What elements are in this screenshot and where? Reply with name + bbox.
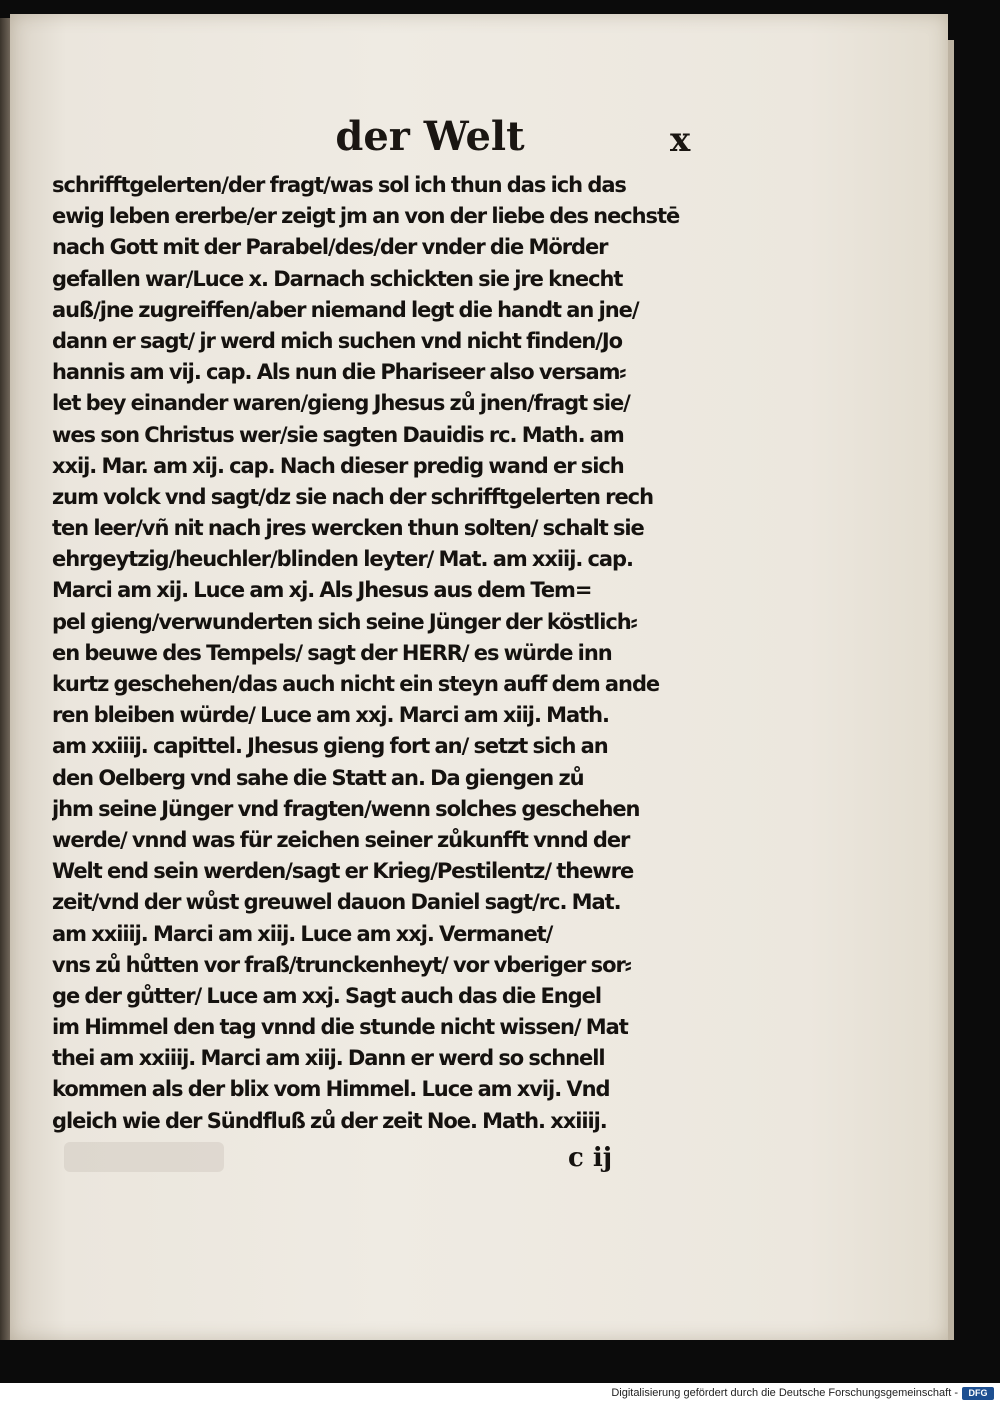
- text-line: en beuwe des Tempels/ sagt der HERR/ es würde inn: [52, 640, 612, 665]
- text-line: im Himmel den tag vnnd die stunde nicht wissen/ Mat: [52, 1015, 628, 1040]
- text-line: auß/jne zugreiffen/aber niemand legt die handt an jne/: [52, 297, 639, 322]
- text-line: xxij. Mar. am xij. cap. Nach dieser predig wand er sich: [52, 453, 624, 478]
- running-title: der Welt: [335, 113, 525, 160]
- text-line: gefallen war/Luce x. Darnach schickten sie jre knecht: [52, 266, 623, 291]
- text-line: zeit/vnd der wůst greuwel dauon Daniel sagt/rc. Mat.: [52, 890, 621, 915]
- text-line: vns zů hůtten vor fraß/trunckenheyt/ vor vberiger sor⸗: [52, 952, 631, 977]
- text-line: hannis am vij. cap. Als nun die Phariseer also versam⸗: [52, 360, 626, 385]
- footer-bar: [0, 1383, 1000, 1404]
- text-line: wes son Christus wer/sie sagten Dauidis rc. Math. am: [52, 422, 624, 447]
- text-line: dann er sagt/ jr werd mich suchen vnd nicht finden/Jo: [52, 328, 623, 353]
- text-line: am xxiiij. Marci am xiij. Luce am xxj. Vermanet/: [52, 921, 553, 946]
- text-line: zum volck vnd sagt/dz sie nach der schrifftgelerten rech: [52, 484, 653, 509]
- signature-mark: c ij: [568, 1143, 613, 1173]
- text-line: schrifftgelerten/der fragt/was sol ich thun das ich das: [52, 173, 626, 197]
- text-line: thei am xxiiij. Marci am xiij. Dann er werd so schnell: [52, 1046, 605, 1071]
- text-line: am xxiiij. capittel. Jhesus gieng fort an/ setzt sich an: [52, 734, 608, 759]
- dfg-logo: DFG: [962, 1387, 994, 1400]
- text-line: kurtz geschehen/das auch nicht ein steyn auff dem ande: [52, 672, 660, 696]
- text-line: pel gieng/verwunderten sich seine Jünger der köstlich⸗: [52, 609, 637, 634]
- text-line: ten leer/vñ nit nach jres wercken thun solten/ schalt sie: [52, 516, 644, 541]
- text-line: jhm seine Jünger vnd fragten/wenn solches geschehen: [52, 796, 640, 821]
- text-line: kommen als der blix vom Himmel. Luce am xvij. Vnd: [52, 1077, 610, 1102]
- text-line: ren bleiben würde/ Luce am xxj. Marci am xiij. Math.: [52, 703, 609, 728]
- text-line: let bey einander waren/gieng Jhesus zů jnen/fragt sie/: [52, 391, 630, 416]
- text-line: werde/ vnnd was für zeichen seiner zůkunfft vnnd der: [52, 827, 630, 852]
- folio-number: x: [670, 120, 691, 160]
- text-line: gleich wie der Sündfluß zů der zeit Noe. Math. xxiiij.: [52, 1108, 607, 1133]
- show-through-mark: [64, 1142, 224, 1172]
- page-edge: [948, 40, 954, 1340]
- text-line: Welt end sein werden/sagt er Krieg/Pestilentz/ thewre: [52, 859, 634, 884]
- text-line: ge der gůtter/ Luce am xxj. Sagt auch das die Engel: [52, 983, 601, 1008]
- text-line: nach Gott mit der Parabel/des/der vnder die Mörder: [52, 235, 608, 260]
- text-line: Marci am xij. Luce am xj. Als Jhesus aus dem Tem=: [52, 578, 592, 603]
- text-block: [52, 170, 702, 1137]
- text-line: ehrgeytzig/heuchler/blinden leyter/ Mat. am xxiij. cap.: [52, 547, 633, 572]
- text-line: den Oelberg vnd sahe die Statt an. Da giengen zů: [52, 765, 584, 790]
- funding-credit: Digitalisierung gefördert durch die Deutsche Forschungsgemeinschaft -: [611, 1387, 958, 1399]
- text-line: ewig leben ererbe/er zeigt jm an von der liebe des nechstē: [52, 204, 680, 229]
